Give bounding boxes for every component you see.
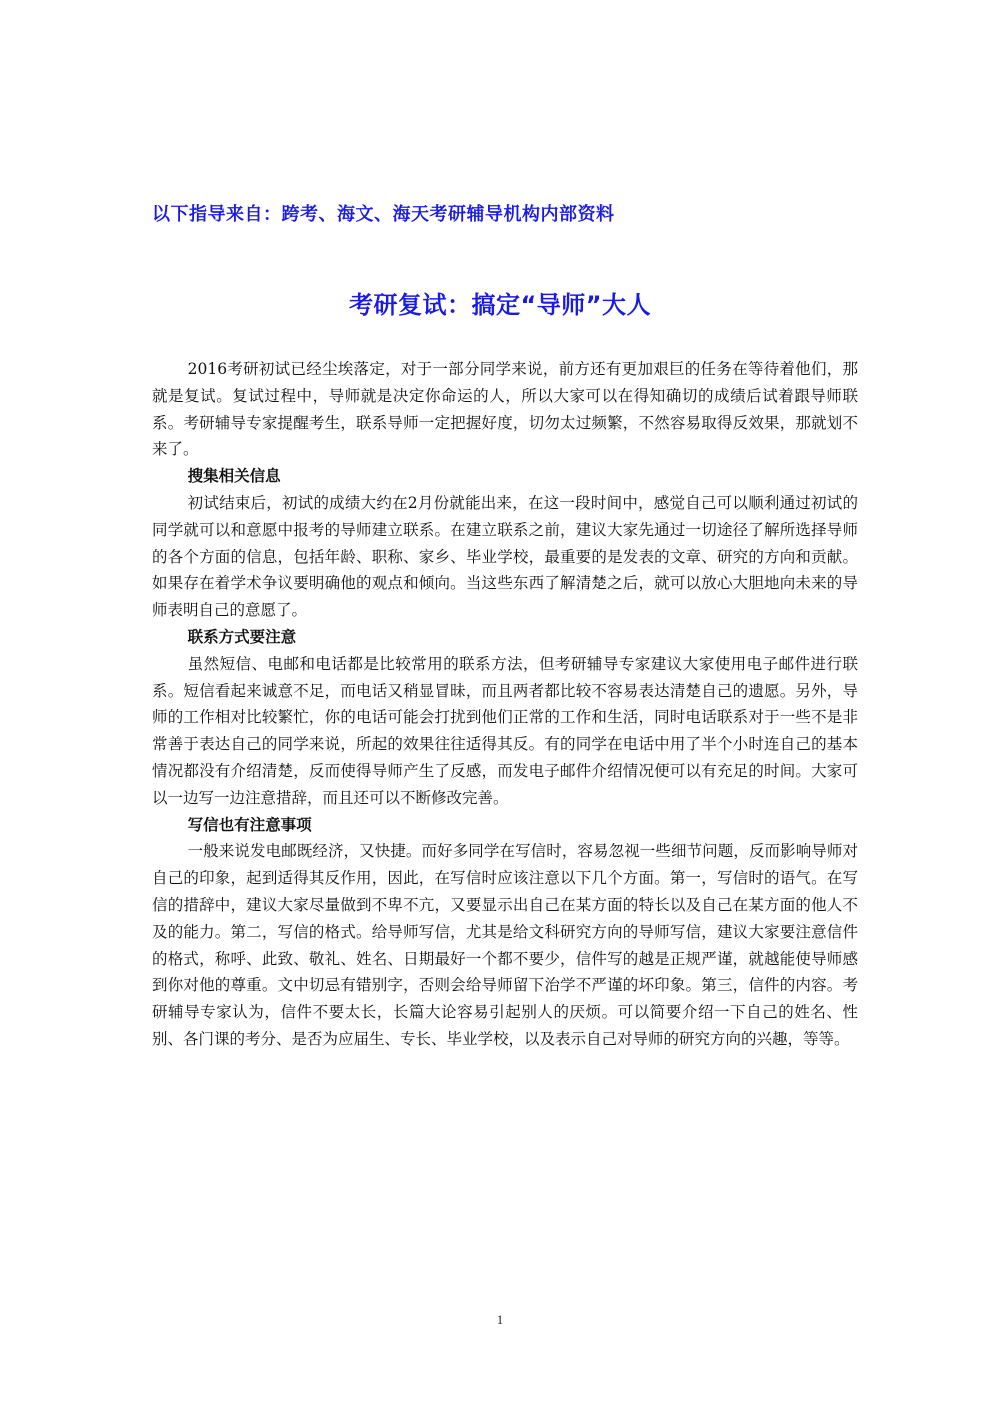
source-note: 以下指导来自：跨考、海文、海天考研辅导机构内部资料 — [152, 204, 615, 225]
section-heading: 搜集相关信息 — [187, 467, 281, 486]
section-heading: 联系方式要注意 — [187, 627, 297, 646]
intro-paragraph: 2016考研初试已经尘埃落定，对于一部分同学来说，前方还有更加艰巨的任务在等待着他们，那就是复试。复试过程中，导师就是决定你命运的人，所以大家可以在得知确切的成绩后试着跟导师联系。考研辅导专家提醒考生，联系导师一定把握好度，切勿太过频繁，不然容易取得反效果，那就划不来了。 — [152, 360, 858, 459]
article-title: 考研复试：搞定“导师”大人 — [348, 291, 652, 319]
section-paragraph: 初试结束后，初试的成绩大约在2月份就能出来，在这一段时间中，感觉自己可以顺利通过初试的同学就可以和意愿中报考的导师建立联系。在建立联系之前，建议大家先通过一切途径了解所选择导师的各个方面的信息，包括年龄、职称、家乡、毕业学校，最重要的是发表的文章、研究的方向和贡献。如果存在着学术争议要明确他的观点和倾向。当这些东西了解清楚之后，就可以放心大胆地向未来的导师表明自己的意愿了。 — [152, 493, 858, 620]
page-number: 1 — [496, 1312, 504, 1327]
section-heading: 写信也有注意事项 — [187, 815, 312, 834]
article-body — [152, 356, 858, 1053]
section-paragraph: 一般来说发电邮既经济，又快捷。而好多同学在写信时，容易忽视一些细节问题，反而影响导师对自己的印象，起到适得其反作用，因此，在写信时应该注意以下几个方面。第一，写信时的语气。在写信的措辞中，建议大家尽量做到不卑不亢，又要显示出自己在某方面的特长以及自己在某方面的他人不及的能力。第二，写信的格式。给导师写信，尤其是给文科研究方向的导师写信，建议大家要注意信件的格式，称呼、此致、敬礼、姓名、日期最好一个都不要少，信件写的越是正规严谨，就越能使导师感到你对他的尊重。文中切忌有错别字，否则会给导师留下治学不严谨的坏印象。第三，信件的内容。考研辅导专家认为，信件不要太长，长篇大论容易引起别人的厌烦。可以简要介绍一下自己的姓名、性别、各门课的考分、是否为应届生、专长、毕业学校，以及表示自己对导师的研究方向的兴趣，等等。 — [152, 842, 858, 1048]
section-paragraph: 虽然短信、电邮和电话都是比较常用的联系方法，但考研辅导专家建议大家使用电子邮件进行联系。短信看起来诚意不足，而电话又稍显冒昧，而且两者都比较不容易表达清楚自己的遗愿。另外，导师的工作相对比较繁忙，你的电话可能会打扰到他们正常的工作和生活，同时电话联系对于一些不是非常善于表达自己的同学来说，所起的效果往往适得其反。有的同学在电话中用了半个小时连自己的基本情况都没有介绍清楚，反而使得导师产生了反感，而发电子邮件介绍情况便可以有充足的时间。大家可以一边写一边注意措辞，而且还可以不断修改完善。 — [152, 654, 858, 807]
